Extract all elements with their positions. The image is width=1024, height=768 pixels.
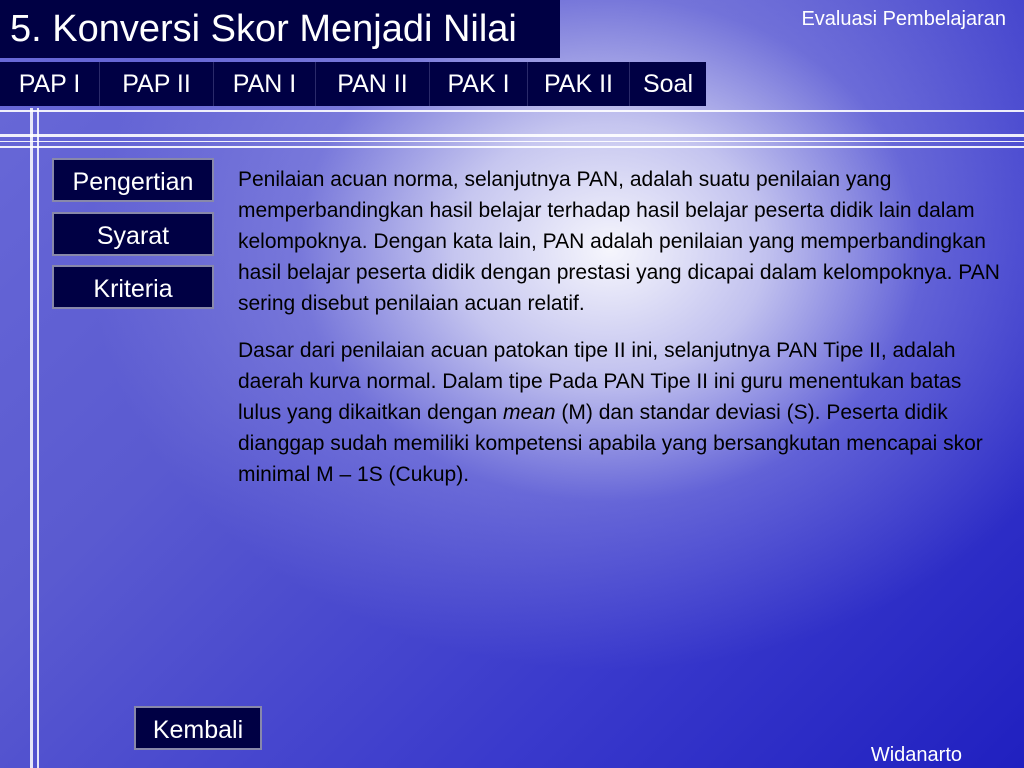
content-body — [238, 164, 1010, 506]
course-label: Evaluasi Pembelajaran — [801, 8, 1006, 30]
nav-kriteria-button[interactable]: Kriteria — [52, 265, 214, 309]
divider-line — [37, 108, 39, 768]
tab-pan-2[interactable]: PAN II — [316, 62, 430, 106]
paragraph-basis-text: Dasar dari penilaian acuan patokan tipe II ini, selanjutnya PAN Tipe II, adalah daerah kurva normal. Dalam tipe Pada PAN Tipe II ini guru menentukan batas lulus yang dikaitkan dengan — [238, 339, 962, 424]
paragraph-basis-text: (M) dan standar deviasi (S). Peserta didik dianggap sudah memiliki kompetensi apabila yang bersangkutan mencapai skor minimal M – 1S (Cukup). — [238, 401, 983, 486]
tab-pak-2[interactable]: PAK II — [528, 62, 630, 106]
term-mean: mean — [503, 401, 556, 424]
nav-pengertian-button[interactable]: Pengertian — [52, 158, 214, 202]
divider-line — [0, 141, 1024, 142]
divider-line — [0, 146, 1024, 148]
tab-pap-1[interactable]: PAP I — [0, 62, 100, 106]
divider-line — [0, 110, 1024, 112]
paragraph-definition: Penilaian acuan norma, selanjutnya PAN, adalah suatu penilaian yang memperbandingkan hasil belajar terhadap hasil belajar peserta didik lain dalam kelompoknya. Dengan kata lain, PAN adalah penilaian yang memperbandingkan hasil belajar peserta didik dengan prestasi yang dicapai dalam kelompoknya. PAN sering disebut penilaian acuan relatif. — [238, 168, 1000, 315]
author-label: Widanarto — [870, 744, 962, 766]
tab-pap-2[interactable]: PAP II — [100, 62, 214, 106]
divider-line — [30, 108, 33, 768]
nav-syarat-button[interactable]: Syarat — [52, 212, 214, 256]
paragraph-basis — [238, 335, 1010, 490]
tab-pak-1[interactable]: PAK I — [430, 62, 528, 106]
page-title: 5. Konversi Skor Menjadi Nilai — [0, 0, 560, 58]
tab-bar — [0, 62, 706, 106]
tab-pan-1[interactable]: PAN I — [214, 62, 316, 106]
back-button[interactable]: Kembali — [134, 706, 262, 750]
divider-line — [0, 134, 1024, 137]
tab-soal[interactable]: Soal — [642, 70, 694, 98]
